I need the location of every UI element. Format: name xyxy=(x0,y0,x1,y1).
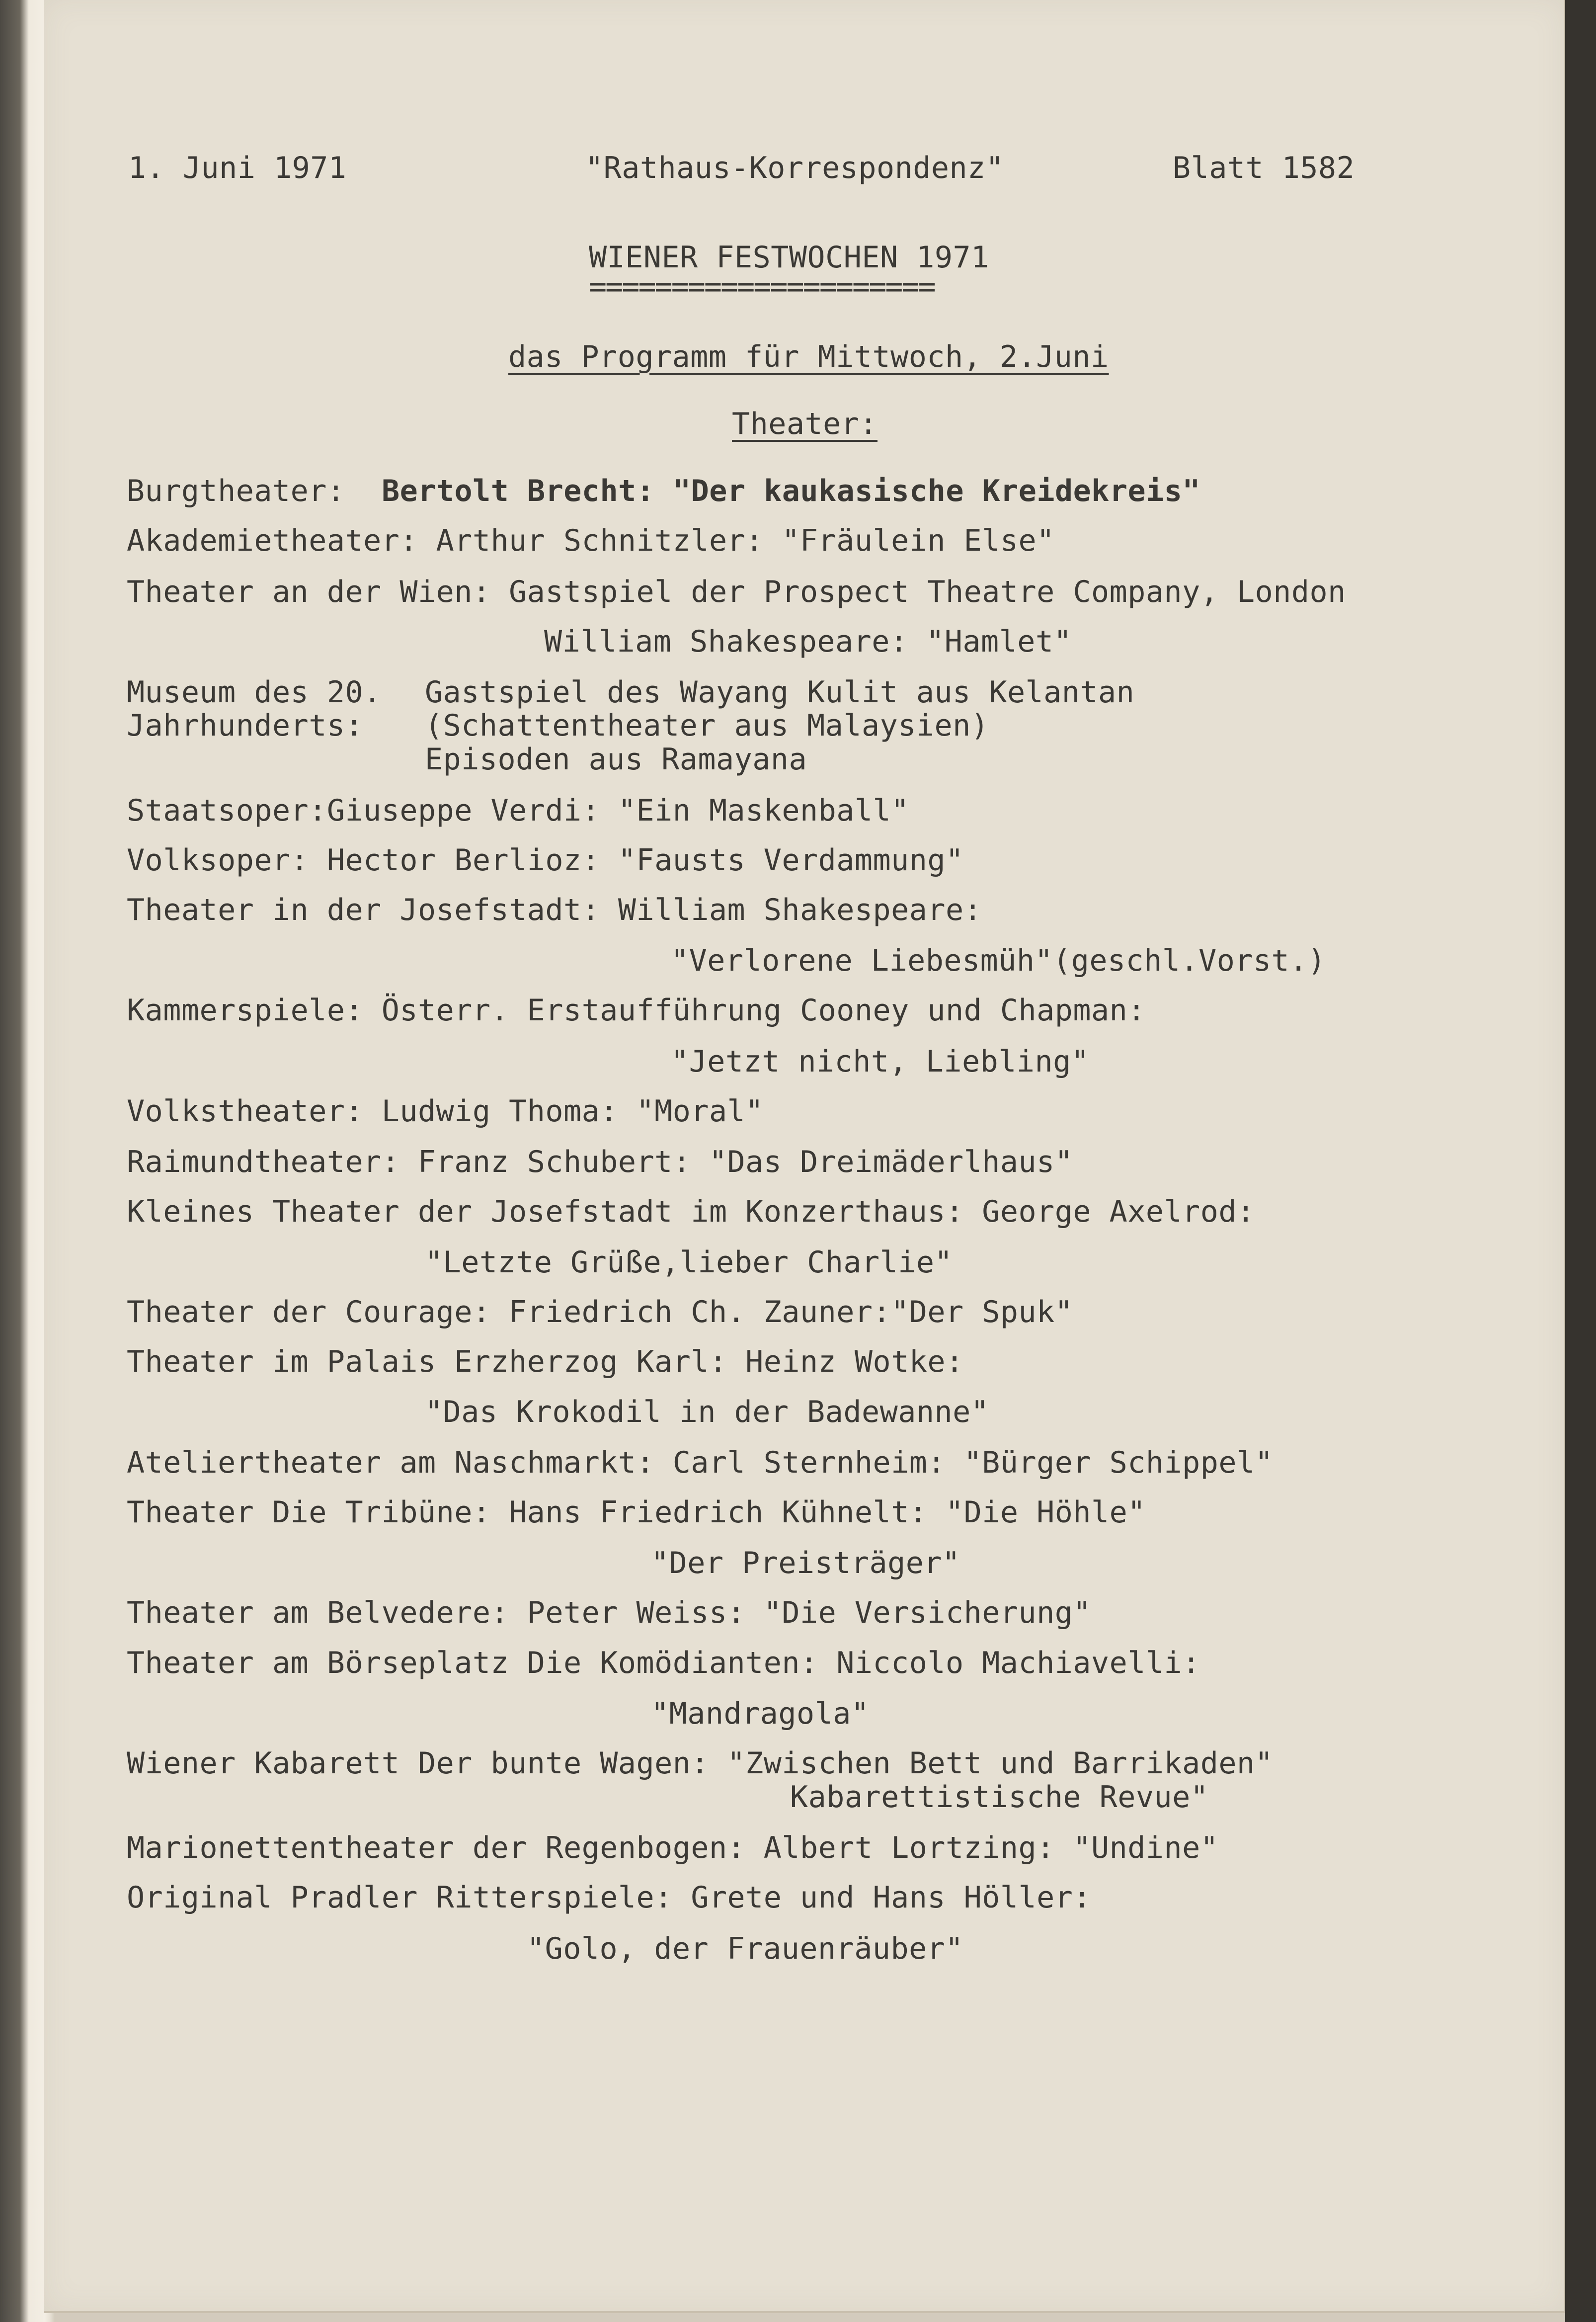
header-sheet: Blatt 1582 xyxy=(1173,151,1355,185)
entry-museum-label-2: Jahrhunderts: xyxy=(127,708,364,743)
entry-museum-text-2: (Schattentheater aus Malaysien) xyxy=(425,708,989,743)
entry-burgtheater-text: Bertolt Brecht: "Der kaukasische Kreidekreis" xyxy=(382,474,1201,508)
entry-theater-an-der-wien-cont: William Shakespeare: "Hamlet" xyxy=(544,624,1072,659)
entry-museum-label-1: Museum des 20. xyxy=(127,675,382,710)
entry-theater-an-der-wien: Theater an der Wien: Gastspiel der Prospect Theatre Company, London xyxy=(127,575,1346,609)
entry-josefstadt-cont: "Verlorene Liebesmüh"(geschl.Vorst.) xyxy=(671,943,1326,978)
entry-wiener-kabarett: Wiener Kabarett Der bunte Wagen: "Zwischen Bett und Barrikaden" xyxy=(127,1746,1274,1781)
entry-marionettentheater: Marionettentheater der Regenbogen: Albert Lortzing: "Undine" xyxy=(127,1830,1219,1865)
entry-kleines-theater: Kleines Theater der Josefstadt im Konzerthaus: George Axelrod: xyxy=(127,1194,1255,1229)
entry-burgtheater-label: Burgtheater: xyxy=(127,474,345,508)
entry-theater-die-tribuene: Theater Die Tribüne: Hans Friedrich Kühnelt: "Die Höhle" xyxy=(127,1495,1146,1530)
entry-theater-am-boerseplatz-cont: "Mandragola" xyxy=(651,1696,870,1731)
entry-raimundtheater: Raimundtheater: Franz Schubert: "Das Dreimäderlhaus" xyxy=(127,1145,1073,1179)
header-publication: "Rathaus-Korrespondenz" xyxy=(585,151,1004,185)
entry-museum-text-1: Gastspiel des Wayang Kulit aus Kelantan xyxy=(425,675,1135,710)
entry-volksoper: Volksoper: Hector Berlioz: "Fausts Verdammung" xyxy=(127,843,964,878)
entry-palais-erzherzog-karl: Theater im Palais Erzherzog Karl: Heinz Wotke: xyxy=(127,1344,964,1379)
entry-theater-der-courage: Theater der Courage: Friedrich Ch. Zauner:"Der Spuk" xyxy=(127,1295,1073,1329)
title-double-rule: ===================== xyxy=(589,269,935,304)
program-subtitle: das Programm für Mittwoch, 2.Juni xyxy=(508,339,1109,374)
entry-akademietheater: Akademietheater: Arthur Schnitzler: "Fräulein Else" xyxy=(127,523,1055,558)
page-edge xyxy=(1565,0,1596,2322)
entry-kammerspiele: Kammerspiele: Österr. Erstaufführung Cooney und Chapman: xyxy=(127,993,1146,1028)
entry-ateliertheater: Ateliertheater am Naschmarkt: Carl Sternheim: "Bürger Schippel" xyxy=(127,1445,1274,1480)
entry-pradler-ritterspiele-cont: "Golo, der Frauenräuber" xyxy=(527,1931,963,1966)
entry-museum-text-3: Episoden aus Ramayana xyxy=(425,742,807,777)
entry-pradler-ritterspiele: Original Pradler Ritterspiele: Grete und Hans Höller: xyxy=(127,1880,1092,1915)
entry-theater-am-belvedere: Theater am Belvedere: Peter Weiss: "Die Versicherung" xyxy=(127,1595,1092,1630)
entry-josefstadt: Theater in der Josefstadt: William Shakespeare: xyxy=(127,893,982,927)
entry-volkstheater: Volkstheater: Ludwig Thoma: "Moral" xyxy=(127,1094,764,1129)
entry-theater-am-boerseplatz: Theater am Börseplatz Die Komödianten: Niccolo Machiavelli: xyxy=(127,1646,1200,1680)
document-title: WIENER FESTWOCHEN 1971 xyxy=(589,240,989,275)
section-heading: Theater: xyxy=(732,407,878,441)
entry-kammerspiele-cont: "Jetzt nicht, Liebling" xyxy=(671,1044,1090,1079)
entry-theater-die-tribuene-cont: "Der Preisträger" xyxy=(651,1546,960,1580)
entry-kleines-theater-cont: "Letzte Grüße,lieber Charlie" xyxy=(425,1245,953,1280)
entry-palais-erzherzog-karl-cont: "Das Krokodil in der Badewanne" xyxy=(425,1395,989,1429)
entry-staatsoper: Staatsoper:Giuseppe Verdi: "Ein Maskenball" xyxy=(127,793,909,828)
header-date: 1. Juni 1971 xyxy=(128,151,347,185)
entry-wiener-kabarett-cont: Kabarettistische Revue" xyxy=(790,1780,1209,1815)
